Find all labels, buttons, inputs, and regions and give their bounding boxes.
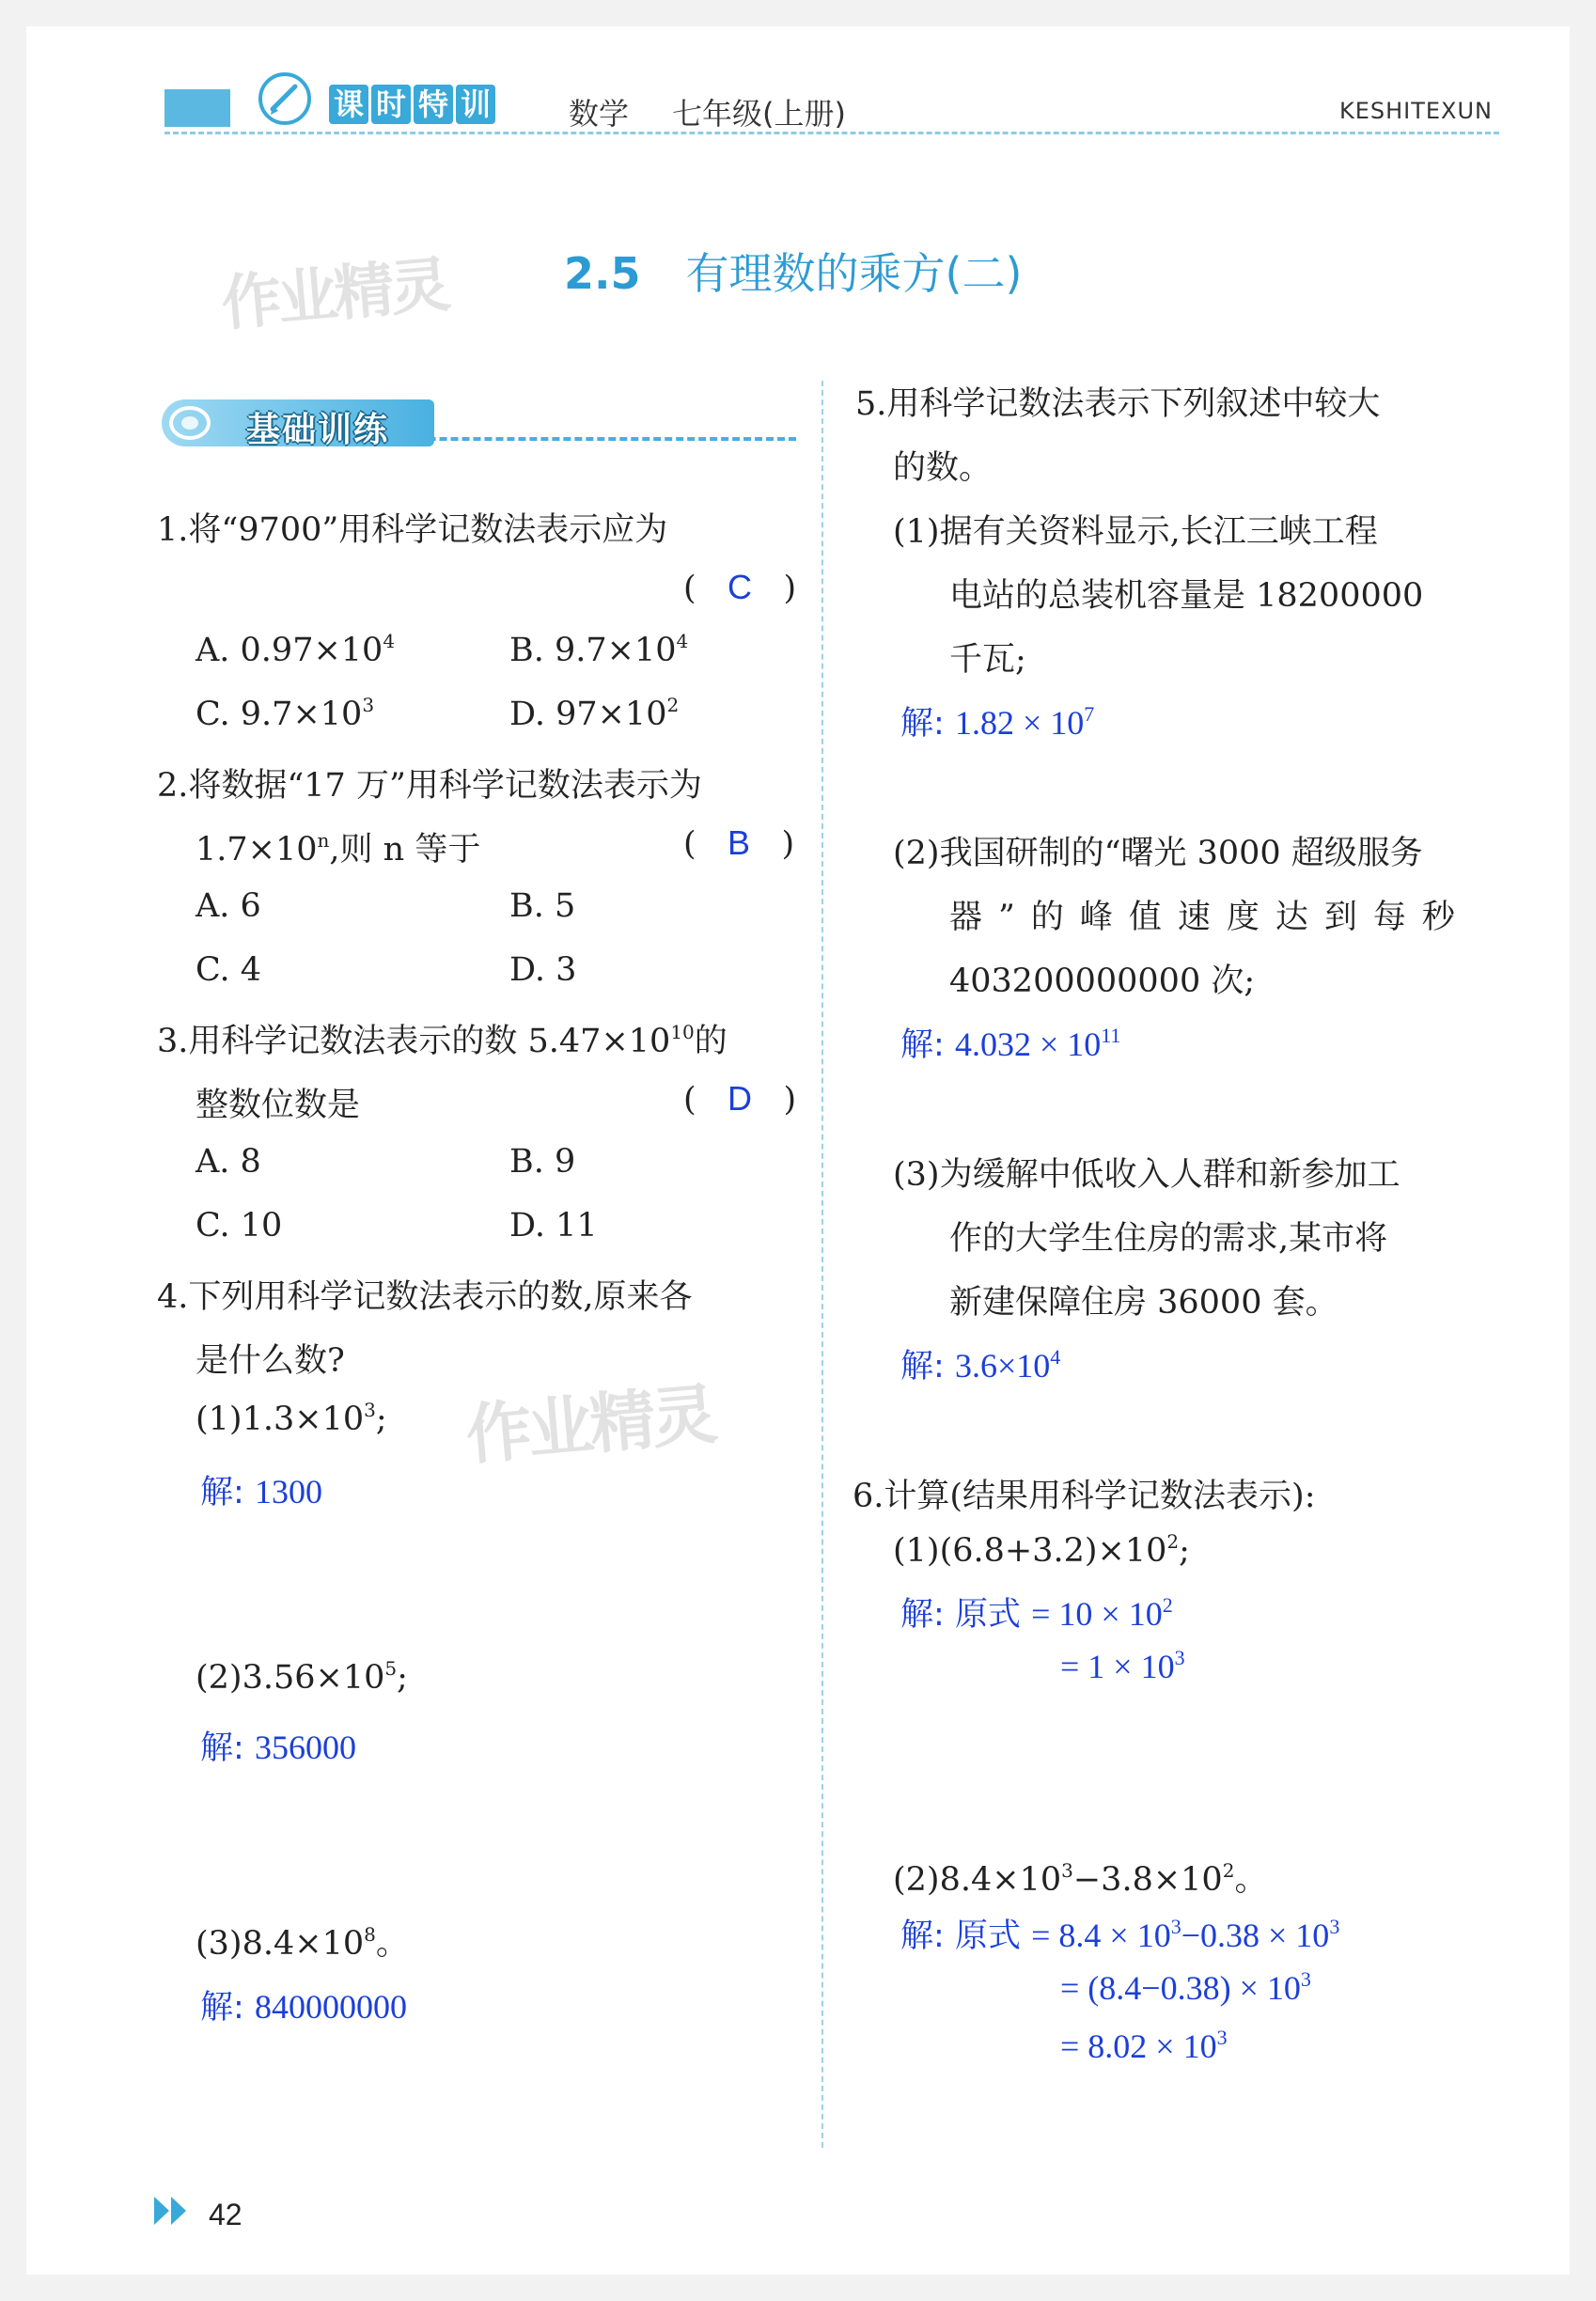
q5-part2-answer: 解: $4.032 \times 10^{11}$ xyxy=(900,1024,1121,1064)
q1-option-b: B. $9.7\times 10^4$ xyxy=(509,630,689,669)
q3-stem-line2: 整数位数是 xyxy=(196,1087,361,1124)
pen-logo-icon xyxy=(254,68,316,130)
q2-option-c: C. 4 xyxy=(196,951,262,989)
q3-option-a: A. 8 xyxy=(196,1143,261,1181)
q5-part3-line1: (3)为缓解中低收入人群和新参加工 xyxy=(893,1156,1400,1194)
q3-option-c: C. 10 xyxy=(196,1207,283,1244)
q4-stem-line2: 是什么数? xyxy=(196,1342,345,1380)
q1-option-a: A. $0.97\times 10^4$ xyxy=(196,630,396,669)
q4-part3-answer: 解: 840000000 xyxy=(200,1988,407,2027)
swirl-icon xyxy=(167,403,212,443)
q2-stem-line2: $1.7\times 10^n$,则 n 等于 xyxy=(196,829,481,869)
q5-part1-answer: 解: $1.82 \times 10^7$ xyxy=(900,702,1095,743)
q2-option-d: D. 3 xyxy=(509,951,577,989)
brand-title: 课 时 特 训 xyxy=(329,85,495,124)
q6-part2-answer-line3: = $8.02 \times 10^3$ xyxy=(1060,2026,1228,2065)
q5-part3-line2: 作的大学生住房的需求,某市将 xyxy=(949,1220,1388,1258)
q6-part1-answer-line2: = $1 \times 10^3$ xyxy=(1060,1646,1185,1685)
q6-part2: $(2)8.4\times 10^3-3.8\times 10^2$。 xyxy=(893,1859,1268,1899)
section-header xyxy=(162,399,796,452)
q1-stem: 1.将“9700”用科学记数法表示应为 xyxy=(157,511,668,549)
q4-part1: $(1)1.3\times 10^3$; xyxy=(196,1399,387,1438)
q1-option-d: D. $97\times 10^2$ xyxy=(509,694,680,733)
q3-answer-paren: ( D ) xyxy=(683,1079,797,1119)
q6-part1-answer-line1: 解: 原式 = $10 \times 10^2$ xyxy=(900,1593,1173,1634)
header-grade: 七年级(上册) xyxy=(672,96,846,132)
q4-stem: 4.下列用科学记数法表示的数,原来各 xyxy=(157,1278,693,1316)
q2-option-a: A. 6 xyxy=(196,887,261,925)
q5-stem-line2: 的数。 xyxy=(893,449,993,487)
q6-part2-answer-line1: 解: 原式 = $8.4 \times 10^3-0.38 \times 10^3$ xyxy=(900,1915,1340,1955)
q5-part1-line1: (1)据有关资料显示,长江三峡工程 xyxy=(893,513,1378,551)
q1-option-c: C. $9.7\times 10^3$ xyxy=(196,694,375,733)
section-label: 基础训练 xyxy=(246,411,390,449)
q3-option-d: D. 11 xyxy=(509,1207,598,1244)
q3-option-b: B. 9 xyxy=(509,1143,576,1181)
q5-part2-line3: 403200000000 次; xyxy=(949,963,1256,1000)
header-color-block xyxy=(164,89,230,127)
q4-part3: $(3)8.4\times 10^8$。 xyxy=(196,1923,409,1963)
header-latin: KESHITEXUN xyxy=(1338,98,1493,124)
double-chevron-right-icon xyxy=(152,2195,192,2227)
page-number: 42 xyxy=(209,2198,243,2231)
q2-stem: 2.将数据“17 万”用科学记数法表示为 xyxy=(157,767,702,805)
watermark: 作业精灵 xyxy=(218,250,450,340)
q6-part2-answer-line2: = $(8.4-0.38) \times 10^3$ xyxy=(1060,1967,1311,2007)
q1-answer: C xyxy=(728,568,753,606)
q2-answer: B xyxy=(728,823,751,862)
q5-part1-line3: 千瓦; xyxy=(949,641,1026,679)
q5-part3-line3: 新建保障住房 36000 套。 xyxy=(949,1284,1338,1322)
q4-part1-answer: 解: 1300 xyxy=(200,1473,322,1511)
q4-part2-answer: 解: 356000 xyxy=(200,1729,356,1767)
q3-answer: D xyxy=(728,1079,753,1118)
q5-part2-line2: 器”的峰值速度达到每秒 xyxy=(949,899,1471,936)
q5-part1-line2: 电站的总装机容量是 18200000 xyxy=(949,577,1424,615)
header-subject: 数学 xyxy=(569,96,630,132)
section-tag xyxy=(162,399,434,449)
q6-part1: $(1)(6.8+3.2)\times 10^2$; xyxy=(893,1530,1190,1570)
q2-answer-paren: ( B ) xyxy=(683,823,795,863)
q4-part2: $(2)3.56\times 10^5$; xyxy=(196,1657,408,1697)
watermark: 作业精灵 xyxy=(462,1375,717,1475)
q5-stem: 5.用科学记数法表示下列叙述中较大 xyxy=(855,385,1381,423)
q2-option-b: B. 5 xyxy=(509,887,576,925)
q5-part2-line1: (2)我国研制的“曙光 3000 超级服务 xyxy=(893,835,1423,872)
q3-stem: 3.用科学记数法表示的数 $5.47\times 10^{10}$的 xyxy=(157,1021,728,1060)
q6-stem: 6.计算(结果用科学记数法表示): xyxy=(853,1478,1316,1515)
header-divider xyxy=(164,132,1499,134)
page-title: 2.5 有理数的乘方(二) xyxy=(564,248,1023,299)
column-divider xyxy=(821,381,823,2148)
q1-answer-paren: ( C ) xyxy=(683,568,797,607)
q5-part3-answer: 解: $3.6\times 10^4$ xyxy=(900,1345,1061,1385)
